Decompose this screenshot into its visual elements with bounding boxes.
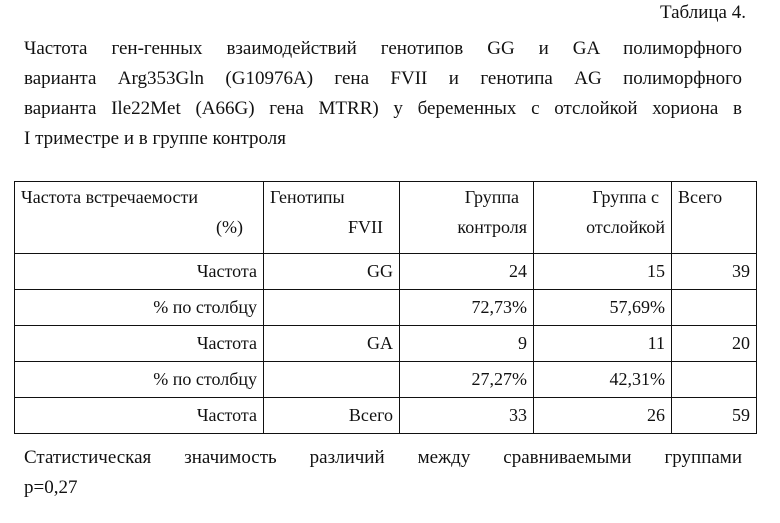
row-label: % по столбцу	[15, 362, 264, 398]
header-genotypes-line2: FVII	[348, 217, 383, 237]
header-frequency-line1: Частота встречаемости	[21, 187, 199, 207]
row-control: 33	[400, 398, 534, 434]
table-header-row	[15, 182, 757, 254]
header-genotypes	[264, 182, 400, 254]
row-genotype: Всего	[264, 398, 400, 434]
row-total: 59	[672, 398, 757, 434]
row-genotype: GA	[264, 326, 400, 362]
genotype-frequency-table	[14, 181, 757, 434]
footer-line: Статистическая значимость различий между сравниваемыми группами	[24, 447, 742, 468]
row-total: 39	[672, 254, 757, 290]
header-frequency-line2: (%)	[216, 217, 243, 237]
header-control-group	[400, 182, 534, 254]
table-row	[15, 290, 757, 326]
table-caption	[24, 34, 742, 154]
header-genotypes-line1: Генотипы	[270, 187, 345, 207]
row-abruption: 11	[534, 326, 672, 362]
caption-line: варианта Ile22Met (A66G) гена MTRR) у беременных с отслойкой хориона в	[24, 98, 742, 119]
header-frequency	[15, 182, 264, 254]
header-abruption-group	[534, 182, 672, 254]
table-row	[15, 326, 757, 362]
header-abruption-line1: Группа с	[592, 187, 659, 207]
row-label: Частота	[15, 398, 264, 434]
row-label: % по столбцу	[15, 290, 264, 326]
table-row	[15, 254, 757, 290]
caption-line: варианта Arg353Gln (G10976A) гена FVII и генотипа AG полиморфного	[24, 68, 742, 89]
row-control: 24	[400, 254, 534, 290]
row-total	[672, 290, 757, 326]
caption-line: Частота ген-генных взаимодействий генотипов GG и GA полиморфного	[24, 38, 742, 59]
header-total	[672, 182, 757, 254]
significance-note	[24, 443, 742, 503]
row-abruption: 42,31%	[534, 362, 672, 398]
row-genotype	[264, 362, 400, 398]
row-genotype: GG	[264, 254, 400, 290]
footer-line: p=0,27	[24, 477, 78, 498]
table-row	[15, 398, 757, 434]
row-total	[672, 362, 757, 398]
row-total: 20	[672, 326, 757, 362]
header-abruption-line2: отслойкой	[586, 217, 665, 237]
table-row	[15, 362, 757, 398]
header-control-line1: Группа	[464, 187, 519, 207]
row-control: 27,27%	[400, 362, 534, 398]
header-control-line2: контроля	[457, 217, 527, 237]
table-number-label: Таблица 4.	[659, 2, 746, 23]
row-abruption: 57,69%	[534, 290, 672, 326]
row-control: 9	[400, 326, 534, 362]
row-label: Частота	[15, 326, 264, 362]
row-abruption: 15	[534, 254, 672, 290]
caption-line: I триместре и в группе контроля	[24, 128, 287, 149]
header-total-line1: Всего	[678, 187, 723, 207]
row-label: Частота	[15, 254, 264, 290]
row-abruption: 26	[534, 398, 672, 434]
row-control: 72,73%	[400, 290, 534, 326]
row-genotype	[264, 290, 400, 326]
